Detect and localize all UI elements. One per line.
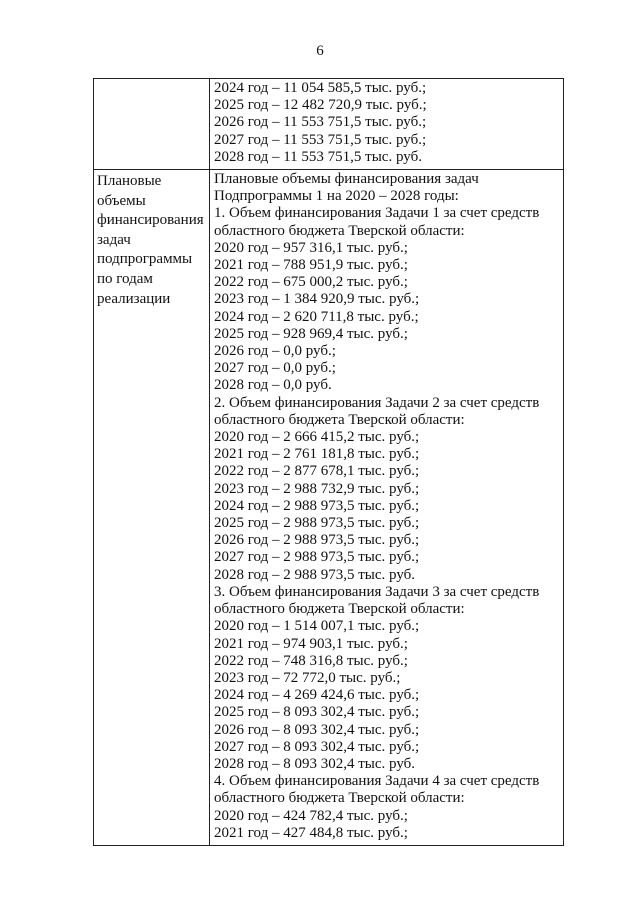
funding-line: 2028 год – 11 553 751,5 тыс. руб. xyxy=(214,148,422,165)
funding-line: 2021 год – 427 484,8 тыс. руб.; xyxy=(214,824,408,841)
table-row-continuation xyxy=(94,79,564,170)
funding-line: 2020 год – 424 782,4 тыс. руб.; xyxy=(214,807,408,824)
section-heading-line: Плановые объемы финансирования задач xyxy=(214,171,479,188)
funding-line: 2026 год – 8 093 302,4 тыс. руб.; xyxy=(214,721,420,738)
row-label-line: объемы xyxy=(97,192,146,209)
content-cell xyxy=(210,79,564,170)
page-number: 6 xyxy=(316,43,324,59)
row-label-line: подпрограммы xyxy=(97,251,193,268)
funding-line: 2026 год – 11 553 751,5 тыс. руб.; xyxy=(214,114,427,131)
section-heading-line: Подпрограммы 1 на 2020 – 2028 годы: xyxy=(214,188,459,205)
funding-line: 2020 год – 1 514 007,1 тыс. руб.; xyxy=(214,618,420,635)
funding-line: 2021 год – 974 903,1 тыс. руб.; xyxy=(214,635,408,652)
funding-line: 2025 год – 8 093 302,4 тыс. руб.; xyxy=(214,704,420,721)
task-heading-line: 3. Объем финансирования Задачи 3 за счет средств xyxy=(214,583,540,600)
row-label-line: реализации xyxy=(97,290,171,307)
funding-line: 2027 год – 8 093 302,4 тыс. руб.; xyxy=(214,738,420,755)
row-label-line: задач xyxy=(97,231,131,248)
funding-line: 2026 год – 2 988 973,5 тыс. руб.; xyxy=(214,532,420,549)
table-row-planned-volumes xyxy=(94,170,564,846)
funding-line: 2025 год – 2 988 973,5 тыс. руб.; xyxy=(214,515,420,532)
funding-line: 2024 год – 4 269 424,6 тыс. руб.; xyxy=(214,687,420,704)
funding-line: 2024 год – 2 620 711,8 тыс. руб.; xyxy=(214,308,419,325)
funding-line: 2028 год – 2 988 973,5 тыс. руб. xyxy=(214,566,416,583)
row-label-line: финансирования xyxy=(97,212,204,229)
task-heading-line: 1. Объем финансирования Задачи 1 за счет средств xyxy=(214,205,540,222)
row-label-line: Плановые xyxy=(97,173,162,190)
funding-line: 2020 год – 2 666 415,2 тыс. руб.; xyxy=(214,429,420,446)
funding-line: 2026 год – 0,0 руб.; xyxy=(214,343,336,360)
row-label-line: по годам xyxy=(97,270,153,287)
funding-line: 2023 год – 1 384 920,9 тыс. руб.; xyxy=(214,291,420,308)
funding-line: 2021 год – 2 761 181,8 тыс. руб.; xyxy=(214,446,420,463)
row-label-cell xyxy=(94,170,210,846)
funding-line: 2027 год – 11 553 751,5 тыс. руб.; xyxy=(214,131,427,148)
funding-line: 2021 год – 788 951,9 тыс. руб.; xyxy=(214,257,408,274)
funding-line: 2023 год – 72 772,0 тыс. руб.; xyxy=(214,669,401,686)
content-cell xyxy=(210,170,564,846)
task-heading-line: 2. Объем финансирования Задачи 2 за счет средств xyxy=(214,394,540,411)
funding-line: 2022 год – 675 000,2 тыс. руб.; xyxy=(214,274,408,291)
task-heading-line: 4. Объем финансирования Задачи 4 за счет средств xyxy=(214,773,540,790)
task-heading-line: областного бюджета Тверской области: xyxy=(214,790,465,807)
label-cell-empty xyxy=(94,79,210,170)
funding-line: 2022 год – 748 316,8 тыс. руб.; xyxy=(214,652,408,669)
funding-line: 2024 год – 2 988 973,5 тыс. руб.; xyxy=(214,497,420,514)
funding-line: 2024 год – 11 054 585,5 тыс. руб.; xyxy=(214,80,427,96)
task-heading-line: областного бюджета Тверской области: xyxy=(214,601,465,618)
funding-line: 2028 год – 8 093 302,4 тыс. руб. xyxy=(214,755,416,772)
funding-line: 2020 год – 957 316,1 тыс. руб.; xyxy=(214,239,408,256)
funding-line: 2027 год – 0,0 руб.; xyxy=(214,360,336,377)
funding-line: 2025 год – 12 482 720,9 тыс. руб.; xyxy=(214,97,427,114)
funding-line: 2025 год – 928 969,4 тыс. руб.; xyxy=(214,325,408,342)
funding-line: 2022 год – 2 877 678,1 тыс. руб.; xyxy=(214,463,420,480)
funding-line: 2023 год – 2 988 732,9 тыс. руб.; xyxy=(214,480,420,497)
passport-table xyxy=(93,78,564,846)
funding-line: 2027 год – 2 988 973,5 тыс. руб.; xyxy=(214,549,420,566)
task-heading-line: областного бюджета Тверской области: xyxy=(214,411,465,428)
funding-line: 2028 год – 0,0 руб. xyxy=(214,377,332,394)
task-heading-line: областного бюджета Тверской области: xyxy=(214,222,465,239)
